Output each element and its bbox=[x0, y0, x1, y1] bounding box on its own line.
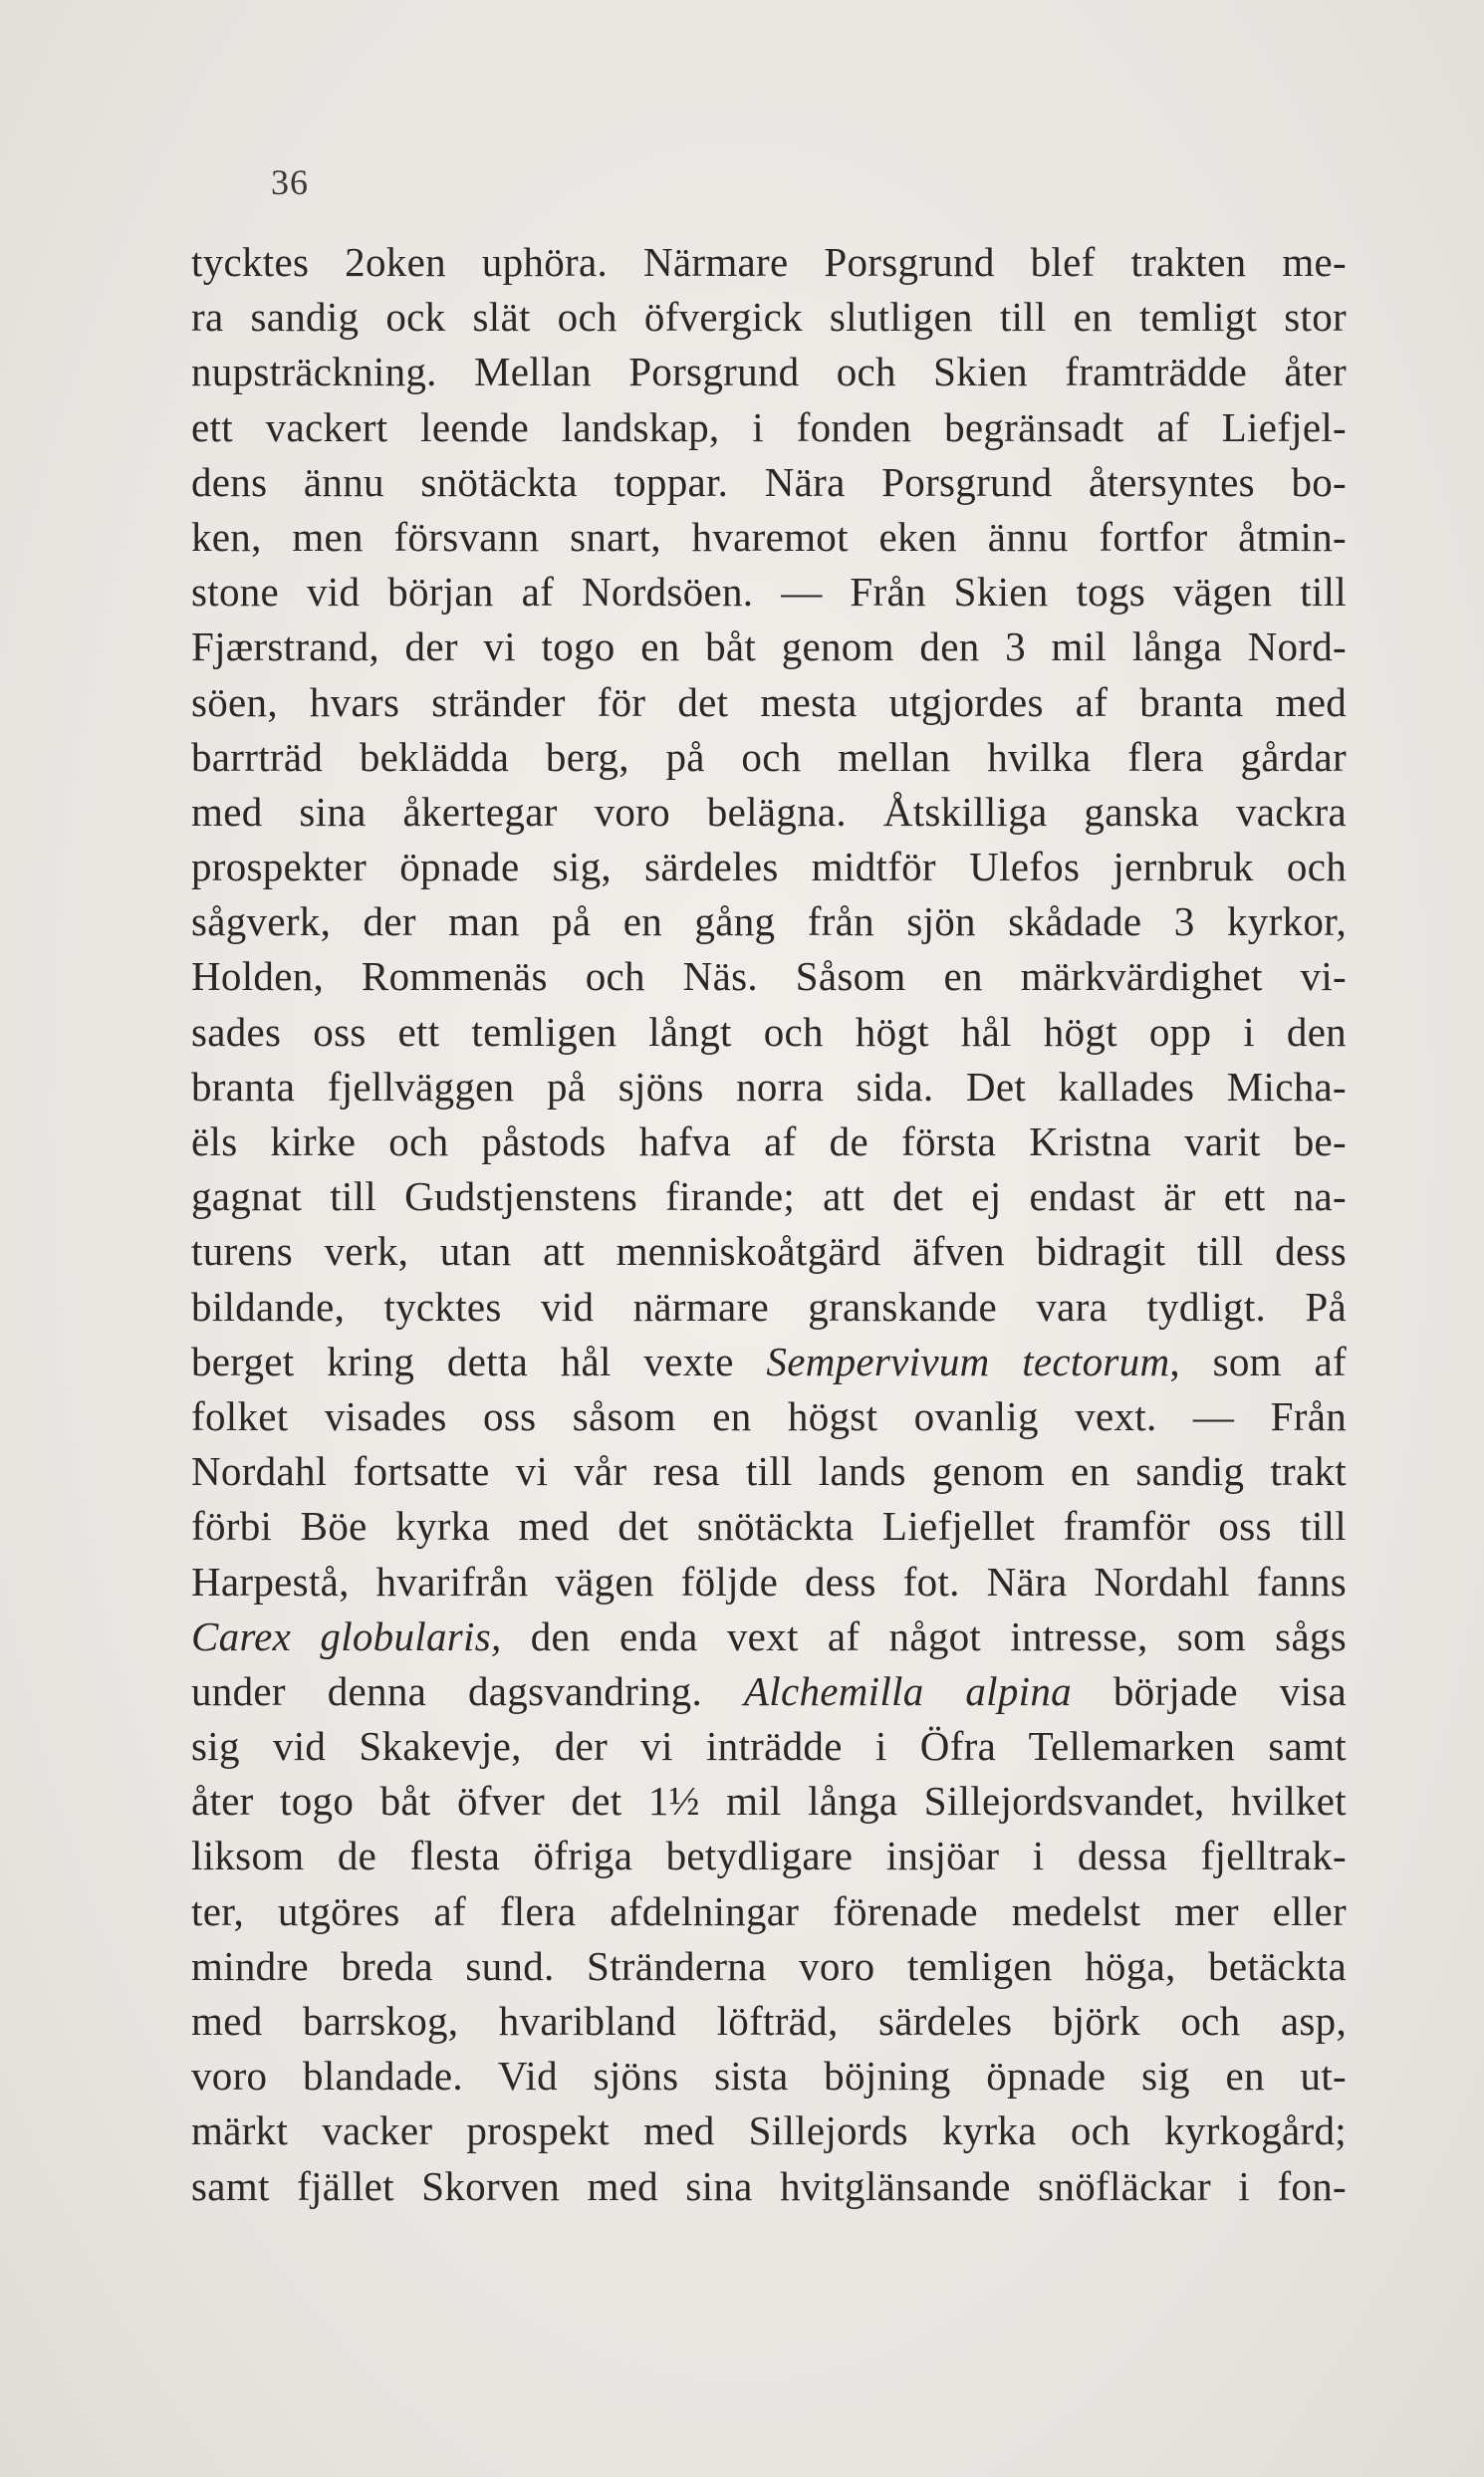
text-segment: voro blandade. Vid sjöns sista böjning öpnade sig en ut- bbox=[191, 2053, 1347, 2100]
text-line bbox=[191, 1115, 1347, 1169]
text-line bbox=[191, 2049, 1347, 2104]
italic-term: Carex globularis, bbox=[191, 1612, 502, 1659]
text-line bbox=[191, 455, 1347, 510]
text-segment: , som af bbox=[1169, 1338, 1347, 1384]
text-segment: stone vid början af Nordsöen. — Från Skien togs vägen till bbox=[191, 569, 1347, 616]
text-line bbox=[191, 785, 1347, 840]
text-segment: ken, men försvann snart, hvaremot eken ännu fortfor åtmin- bbox=[191, 513, 1347, 560]
text-segment: gagnat till Gudstjenstens firande; att det ej endast är ett na- bbox=[191, 1173, 1347, 1220]
text-line bbox=[191, 400, 1347, 455]
text-segment: åter togo båt öfver det 1½ mil långa Sillejordsvandet, hvilket bbox=[191, 1778, 1347, 1825]
page-number: 36 bbox=[271, 162, 309, 202]
text-line bbox=[191, 1719, 1347, 1774]
text-segment: började visa bbox=[1071, 1667, 1347, 1714]
text-segment: Harpestå, hvarifrån vägen följde dess fot. Nära Nordahl fanns bbox=[191, 1558, 1347, 1605]
text-line bbox=[191, 565, 1347, 619]
text-line bbox=[191, 949, 1347, 1004]
text-segment: folket visades oss såsom en högst ovanlig vext. — Från bbox=[191, 1392, 1347, 1439]
text-line bbox=[191, 1664, 1347, 1719]
text-segment: Nordahl fortsatte vi vår resa till lands genom en sandig trakt bbox=[191, 1448, 1347, 1495]
text-line bbox=[191, 1169, 1347, 1224]
text-segment: under denna dagsvandring. bbox=[191, 1667, 744, 1714]
text-segment: tycktes 2oken uphöra. Närmare Porsgrund blef trakten me- bbox=[191, 239, 1347, 285]
text-segment: berget kring detta hål vexte bbox=[191, 1338, 767, 1384]
text-segment: ett vackert leende landskap, i fonden begränsadt af Liefjel- bbox=[191, 403, 1347, 450]
text-segment: ëls kirke och påstods hafva af de första Kristna varit be- bbox=[191, 1118, 1347, 1164]
text-segment: märkt vacker prospekt med Sillejords kyrka och kyrkogård; bbox=[191, 2107, 1347, 2154]
text-line bbox=[191, 675, 1347, 730]
text-segment: med sina åkertegar voro belägna. Åtskilliga ganska vackra bbox=[191, 788, 1347, 835]
text-line bbox=[191, 1060, 1347, 1115]
text-line bbox=[191, 1335, 1347, 1389]
text-line bbox=[191, 235, 1347, 290]
text-segment: förbi Böe kyrka med det snötäckta Liefjellet framför oss till bbox=[191, 1503, 1347, 1550]
text-line bbox=[191, 1884, 1347, 1939]
text-line bbox=[191, 1444, 1347, 1499]
text-line bbox=[191, 290, 1347, 345]
text-line bbox=[191, 2104, 1347, 2158]
text-line bbox=[191, 1224, 1347, 1279]
text-line bbox=[191, 1389, 1347, 1444]
text-line bbox=[191, 1774, 1347, 1829]
text-line bbox=[191, 1939, 1347, 1994]
text-line bbox=[191, 510, 1347, 565]
text-segment: nupsträckning. Mellan Porsgrund och Skien framträdde åter bbox=[191, 349, 1347, 395]
text-segment: ter, utgöres af flera afdelningar förenade medelst mer eller bbox=[191, 1887, 1347, 1934]
text-segment: dens ännu snötäckta toppar. Nära Porsgrund återsyntes bo- bbox=[191, 458, 1347, 505]
text-segment: barrträd beklädda berg, på och mellan hvilka flera gårdar bbox=[191, 733, 1347, 780]
text-segment: branta fjellväggen på sjöns norra sida. Det kallades Micha- bbox=[191, 1063, 1347, 1110]
text-line bbox=[191, 894, 1347, 949]
text-line bbox=[191, 1610, 1347, 1664]
text-segment: samt fjället Skorven med sina hvitglänsande snöfläckar i fon- bbox=[191, 2162, 1347, 2209]
italic-term: Sempervivum tectorum bbox=[766, 1338, 1170, 1384]
text-segment: den enda vext af något intresse, som sågs bbox=[501, 1612, 1347, 1659]
text-line bbox=[191, 619, 1347, 674]
text-line bbox=[191, 1499, 1347, 1554]
text-segment: turens verk, utan att menniskoåtgärd äfven bidragit till dess bbox=[191, 1228, 1347, 1275]
text-segment: sågverk, der man på en gång från sjön skådade 3 kyrkor, bbox=[191, 898, 1347, 945]
text-line bbox=[191, 1829, 1347, 1883]
text-segment: Holden, Rommenäs och Näs. Såsom en märkvärdighet vi- bbox=[191, 953, 1347, 1000]
text-line bbox=[191, 730, 1347, 785]
text-segment: prospekter öpnade sig, särdeles midtför Ulefos jernbruk och bbox=[191, 844, 1347, 890]
text-segment: bildande, tycktes vid närmare granskande vara tydligt. På bbox=[191, 1283, 1347, 1330]
text-segment: mindre breda sund. Stränderna voro temligen höga, betäckta bbox=[191, 1942, 1347, 1989]
text-segment: ra sandig ock slät och öfvergick slutligen till en temligt stor bbox=[191, 294, 1347, 341]
text-segment: med barrskog, hvaribland löfträd, särdeles björk och asp, bbox=[191, 1998, 1347, 2044]
text-line bbox=[191, 1005, 1347, 1060]
text-line bbox=[191, 1994, 1347, 2049]
text-segment: sig vid Skakevje, der vi inträdde i Öfra Tellemarken samt bbox=[191, 1723, 1347, 1770]
text-line bbox=[191, 1280, 1347, 1335]
text-line bbox=[191, 1555, 1347, 1610]
italic-term: Alchemilla alpina bbox=[743, 1667, 1072, 1714]
text-segment: sades oss ett temligen långt och högt hål högt opp i den bbox=[191, 1008, 1347, 1055]
text-segment: liksom de flesta öfriga betydligare insjöar i dessa fjelltrak- bbox=[191, 1833, 1347, 1879]
text-segment: Fjærstrand, der vi togo en båt genom den 3 mil långa Nord- bbox=[191, 623, 1347, 670]
text-segment: söen, hvars stränder för det mesta utgjordes af branta med bbox=[191, 678, 1347, 725]
body-text bbox=[191, 235, 1347, 2214]
text-line bbox=[191, 840, 1347, 894]
text-line bbox=[191, 2159, 1347, 2214]
text-line bbox=[191, 345, 1347, 399]
